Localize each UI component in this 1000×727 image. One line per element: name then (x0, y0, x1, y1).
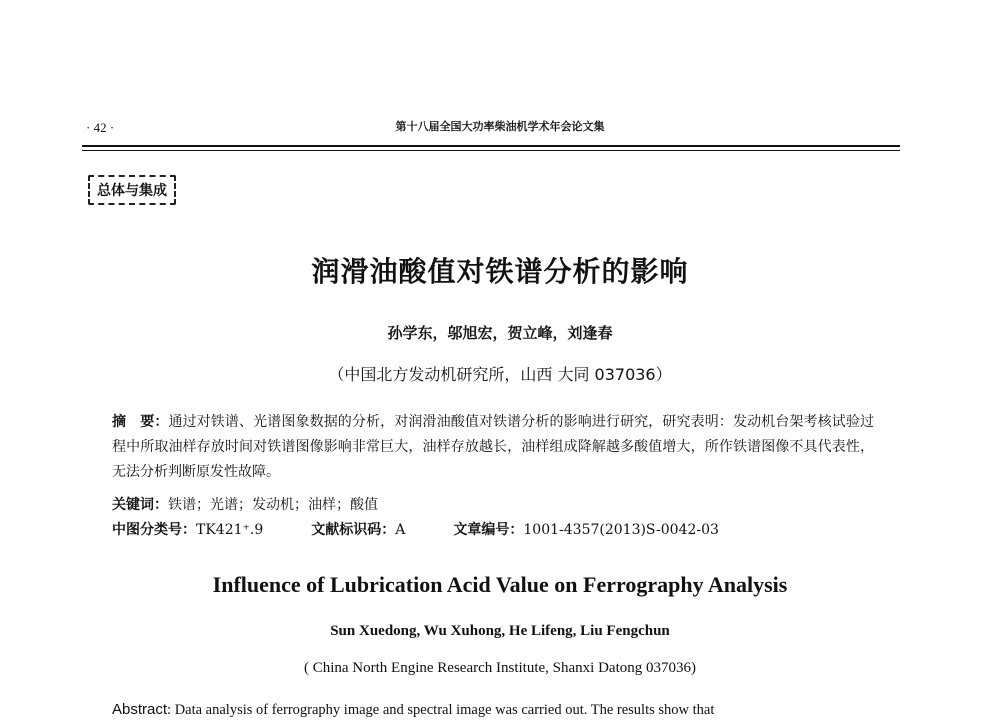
abstract-en-text: Data analysis of ferrography image and spectral image was carried out. The results show that (174, 702, 715, 718)
affiliation-en: ( China North Engine Research Institute, Shanxi Datong 037036) (303, 660, 696, 676)
running-title: 第十八届全国大功率柴油机学术年会论文集 (395, 120, 605, 133)
authors-en: Sun Xuedong, Wu Xuhong, He Lifeng, Liu Fengchun (330, 623, 670, 639)
keywords-cn-text: 铁谱；光谱；发动机；油样；酸值 (168, 497, 378, 513)
abstract-en: Abstract: Data analysis of ferrography image and spectral image was carried out. The results show that (112, 701, 715, 718)
clc-label: 中图分类号： (112, 522, 196, 538)
section-tag: 总体与集成 (88, 175, 176, 205)
document-code (311, 519, 405, 539)
clc-code (112, 519, 263, 539)
article-number (453, 519, 719, 539)
keywords-cn-label: 关键词： (112, 497, 168, 513)
doc-code-label: 文献标识码： (311, 522, 396, 538)
page-number: · 42 · (86, 120, 115, 135)
abstract-cn (112, 410, 874, 485)
doc-code-value: A (395, 522, 406, 538)
paper-title-en: Influence of Lubrication Acid Value on Ferrography Analysis (212, 572, 788, 597)
classification-line (112, 519, 719, 539)
abstract-en-label: Abstract (112, 701, 168, 718)
keywords-cn (112, 494, 378, 514)
article-no-label: 文章编号： (453, 522, 524, 538)
paper-title-cn: 润滑油酸值对铁谱分析的影响 (311, 255, 689, 288)
abstract-cn-label: 摘 要： (112, 414, 169, 430)
article-no-value: 1001-4357(2013)S-0042-03 (523, 522, 719, 538)
abstract-cn-text: 通过对铁谱、光谱图象数据的分析，对润滑油酸值对铁谱分析的影响进行研究，研究表明：发动机台架考核试验过程中所取油样存放时间对铁谱图像影响非常巨大，油样存放越长，油样组成降解越多酸值增大，所作铁谱图像不具代表性，无法分析判断原发性故障。 (112, 414, 874, 480)
authors-cn: 孙学东，邬旭宏，贺立峰，刘逢春 (387, 324, 613, 342)
affiliation-cn: （中国北方发动机研究所，山西 大同 037036） (328, 365, 672, 384)
clc-value: TK421⁺.9 (196, 522, 264, 538)
header-rule-thick (82, 145, 900, 147)
header-rule-thin (82, 150, 900, 151)
